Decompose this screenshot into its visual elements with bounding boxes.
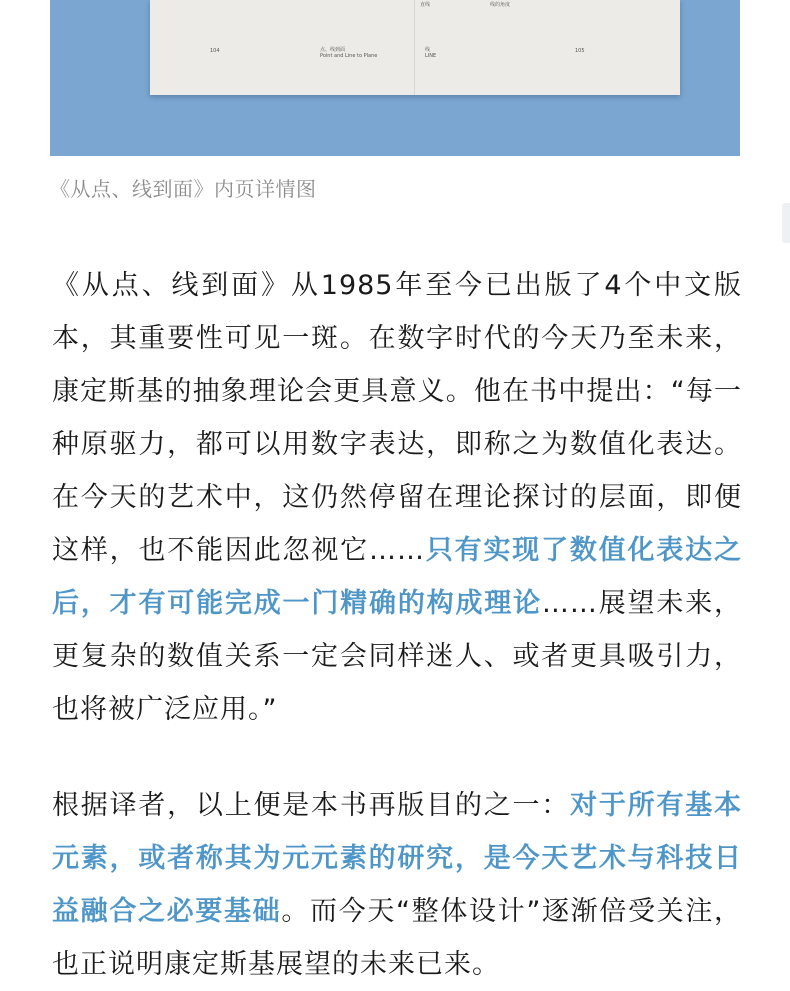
left-page-number: 104 <box>210 48 220 54</box>
right-page-number: 105 <box>575 48 585 54</box>
book-photo <box>50 0 740 156</box>
highlighted-text: 只有实现了数值化表达之后，才有可能完成一门精确的构成理论 <box>52 535 742 619</box>
paragraph-text: 根据译者，以上便是本书再版目的之一： <box>52 790 571 821</box>
book-small-text: 线的角度 <box>490 2 511 8</box>
paragraph-text: ……展望未来，更复杂的数值关系一定会同样迷人、或者更具吸引力，也将被广泛应用。” <box>52 588 743 725</box>
right-caption-en: LINE <box>425 53 437 59</box>
left-caption-cn: 点、线到面 <box>320 47 346 53</box>
left-caption-en: Point and Line to Plane <box>320 53 378 59</box>
scroll-indicator[interactable] <box>782 203 790 243</box>
right-caption-cn: 线 <box>425 47 431 53</box>
highlighted-text: 对于所有基本元素，或者称其为元元素的研究，是今天艺术与科技日益融合之必要基础 <box>52 790 743 927</box>
article-paragraph-1 <box>52 259 742 736</box>
book-spine <box>414 0 416 95</box>
paragraph-text: 。而今天“整体设计”逐渐倍受关注，也正说明康定斯基展望的未来已来。 <box>52 896 742 980</box>
left-page-caption <box>320 47 377 59</box>
article-paragraph-2 <box>52 779 742 991</box>
right-page-caption <box>425 47 436 59</box>
figure-caption: 《从点、线到面》内页详情图 <box>50 177 317 201</box>
book-small-text: 直线 <box>420 2 431 8</box>
paragraph-text: 《从点、线到面》从1985年至今已出版了4个中文版本，其重要性可见一斑。在数字时代的今天乃至未来，康定斯基的抽象理论会更具意义。他在书中提出：“每一种原驱力，都可以用数字表达，即称之为数值化表达。在今天的艺术中，这仍然停留在理论探讨的层面，即便这样，也不能因此忽视它…… <box>52 270 742 566</box>
open-book-illustration <box>150 0 680 95</box>
